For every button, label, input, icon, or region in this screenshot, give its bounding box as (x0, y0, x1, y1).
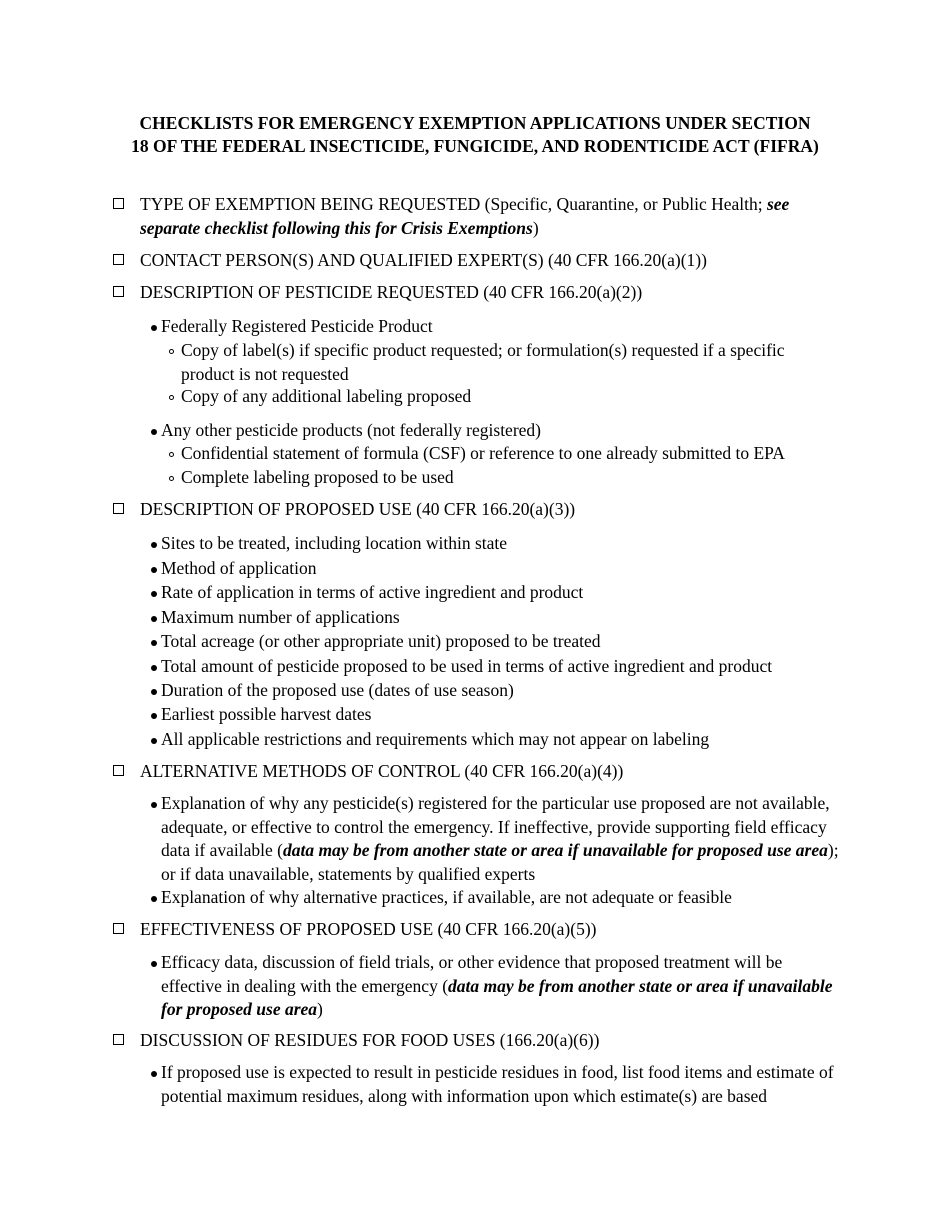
checkbox-icon[interactable] (113, 765, 124, 776)
checklist-item-label: EFFECTIVENESS OF PROPOSED USE (40 CFR 166.20(a)(5)) (140, 919, 597, 939)
bullet-icon (151, 738, 157, 744)
bullet-icon (151, 802, 157, 808)
bullet-icon (151, 961, 157, 967)
bullet-icon (151, 616, 157, 622)
bullet-icon (151, 325, 157, 331)
checkbox-icon[interactable] (113, 1034, 124, 1045)
bullet-icon (151, 542, 157, 548)
bullet-icon (151, 591, 157, 597)
bullet-icon (151, 1071, 157, 1077)
checkbox-icon[interactable] (113, 254, 124, 265)
checklist-item-label: TYPE OF EXEMPTION BEING REQUESTED (Specific, Quarantine, or Public Health; see separate checklist following this for Crisis Exemptions) (140, 194, 790, 238)
title-line-1: CHECKLISTS FOR EMERGENCY EXEMPTION APPLICATIONS UNDER SECTION (139, 113, 811, 133)
bullet-icon (151, 665, 157, 671)
page-title (0, 112, 950, 158)
checklist-item-label: DESCRIPTION OF PESTICIDE REQUESTED (40 CFR 166.20(a)(2)) (140, 282, 643, 302)
circle-bullet-icon (169, 349, 174, 354)
checkbox-icon[interactable] (113, 198, 124, 209)
circle-bullet-icon (169, 452, 174, 457)
bullet-icon (151, 429, 157, 435)
bullet-icon (151, 640, 157, 646)
bullet-icon (151, 689, 157, 695)
checklist-item-label: ALTERNATIVE METHODS OF CONTROL (40 CFR 166.20(a)(4)) (140, 761, 624, 781)
title-line-2: 18 OF THE FEDERAL INSECTICIDE, FUNGICIDE, AND RODENTICIDE ACT (FIFRA) (131, 136, 819, 156)
checklist-item-label: DISCUSSION OF RESIDUES FOR FOOD USES (166.20(a)(6)) (140, 1030, 600, 1050)
checklist-item-label: DESCRIPTION OF PROPOSED USE (40 CFR 166.20(a)(3)) (140, 499, 576, 519)
checklist-item-label: CONTACT PERSON(S) AND QUALIFIED EXPERT(S) (40 CFR 166.20(a)(1)) (140, 250, 707, 270)
document-page: CHECKLISTS FOR EMERGENCY EXEMPTION APPLICATIONS UNDER SECTION 18 OF THE FEDERAL INSECTICIDE, FUNGICIDE, AND RODENTICIDE ACT (FIFRA) TYPE OF EXEMPTION BEING REQUESTED (Specific, Quarantine, or Public Health; see separate checklist following this for Crisis Exemptions) CONTACT PERSON(S) AND QUALIFIED EXPERT(S) (40 CFR 166.20(a)(1)) DESCRIPTION OF PESTICIDE REQUESTED (40 CFR 166.20(a)(2)) Federally Registered Pesticide Product Copy of label(s) if specific product requested; or formulation(s) requested if a specific product is not requested Copy of any additional labeling proposed Any other pesticide products (not federally registered) Confidential statement of formula (CSF) or reference to one already submitted to EPA Complete labeling proposed to be used DESCRIPTION OF PROPOSED USE (40 CFR 166.20(a)(3)) Sites to be treated, including location within state Method of application Rate of application in terms of active ingredient and product Maximum number of applications Total acreage (or other appropriate unit) proposed to be treated Total amount of pesticide proposed to be used in terms of active ingredient and product Duration of the proposed use (dates of use season) Earliest possible harvest dates All applicable restrictions and requirements which may not appear on labeling ALTERNATIVE METHODS OF CONTROL (40 CFR 166.20(a)(4)) Explanation of why any pesticide(s) registered for the particular use proposed are not available, adequate, or effective to control the emergency. If ineffective, provide supporting field efficacy data if available (data may be from another state or area if unavailable for proposed use area); or if data unavailable, statements by qualified experts Explanation of why alternative practices, if available, are not adequate or feasible EFFECTIVENESS OF PROPOSED USE (40 CFR 166.20(a)(5)) Efficacy data, discussion of field trials, or other evidence that proposed treatment will be effective in dealing with the emergency (data may be from another state or area if unavailable for proposed use area) DISCUSSION OF RESIDUES FOR FOOD USES (166.20(a)(6)) If proposed use is expected to result in pesticide residues in food, list food items and estimate of potential maximum residues, along with information upon which estimate(s) are based (0, 0, 950, 1230)
checkbox-icon[interactable] (113, 923, 124, 934)
circle-bullet-icon (169, 395, 174, 400)
bullet-icon (151, 567, 157, 573)
checkbox-icon[interactable] (113, 286, 124, 297)
bullet-icon (151, 713, 157, 719)
circle-bullet-icon (169, 476, 174, 481)
bullet-icon (151, 896, 157, 902)
checkbox-icon[interactable] (113, 503, 124, 514)
